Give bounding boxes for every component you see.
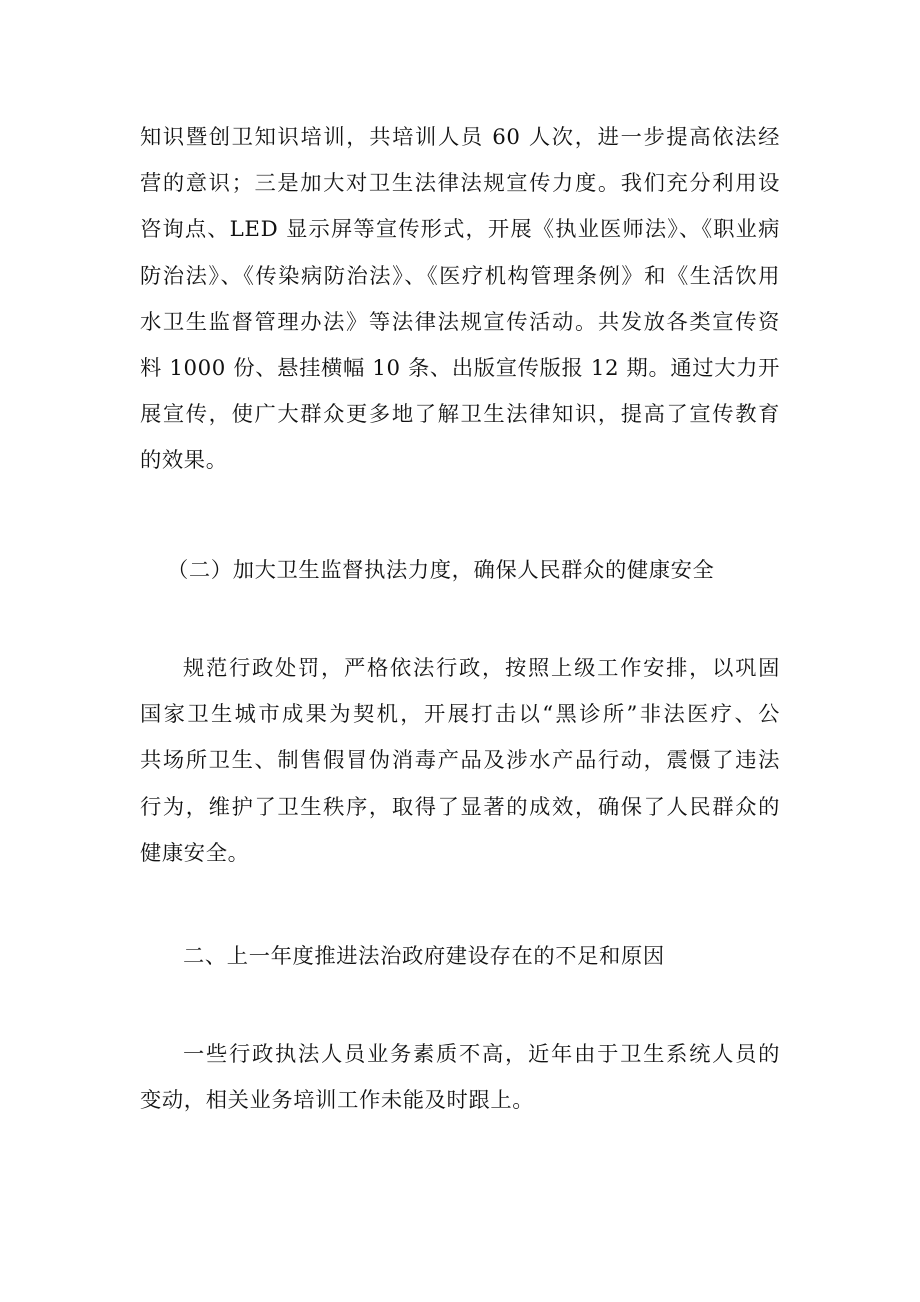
paragraph-line: 的效果。 [140, 448, 228, 474]
paragraph-line: 一些行政执法人员业务素质不高，近年由于卫生系统人员的 [183, 1042, 780, 1067]
paragraph-line: 知识暨创卫知识培训，共培训人员 60 人次，进一步提高依法经 [140, 125, 780, 150]
paragraph-line: 行为，维护了卫生秩序，取得了显著的成效，确保了人民群众的 [140, 794, 780, 820]
paragraph-line: 国家卫生城市成果为契机，开展打击以“黑诊所”非法医疗、公 [140, 702, 780, 728]
paragraph-line: 健康安全。 [140, 840, 250, 866]
paragraph-line: 共场所卫生、制售假冒伪消毒产品及涉水产品行动，震慑了违法 [140, 748, 780, 774]
section-heading-shortcomings: 二、上一年度推进法治政府建设存在的不足和原因 [183, 944, 665, 969]
paragraph-line: 展宣传，使广大群众更多地了解卫生法律知识，提高了宣传教育 [140, 402, 780, 428]
paragraph-line: 水卫生监督管理办法》等法律法规宣传活动。共发放各类宣传资 [140, 309, 780, 335]
section-heading-enforcement: （二）加大卫生监督执法力度，确保人民群众的健康安全 [167, 558, 715, 583]
paragraph-line: 规范行政处罚，严格依法行政，按照上级工作安排，以巩固 [183, 656, 780, 681]
paragraph-line: 变动，相关业务培训工作未能及时跟上。 [140, 1088, 535, 1114]
paragraph-enforcement [140, 646, 780, 877]
paragraph-shortcomings [140, 1032, 780, 1124]
paragraph-line: 咨询点、LED 显示屏等宣传形式，开展《执业医师法》、《职业病 [140, 217, 780, 243]
paragraph-publicity [140, 115, 780, 485]
paragraph-line: 料 1000 份、悬挂横幅 10 条、出版宣传版报 12 期。通过大力开 [140, 356, 780, 382]
paragraph-line: 营的意识；三是加大对卫生法律法规宣传力度。我们充分利用设 [140, 171, 780, 197]
paragraph-line: 防治法》、《传染病防治法》、《医疗机构管理条例》和《生活饮用 [140, 263, 780, 289]
